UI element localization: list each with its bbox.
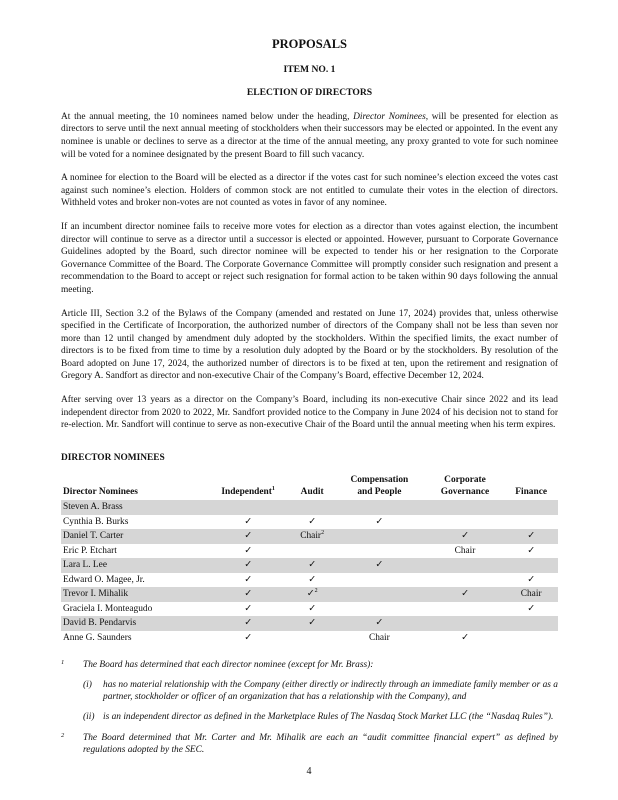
item-heading: ITEM NO. 1 [283,63,336,75]
table-cell [333,602,426,617]
table-row [61,544,558,559]
table-cell [504,500,558,515]
check-icon: ✓ [244,618,253,629]
column-header [333,474,426,500]
check-icon-cell [291,587,333,602]
header-line: Audit [300,487,324,498]
check-icon: ✓ [308,516,317,527]
page-number: 4 [306,766,312,777]
footnote-1 [61,659,558,671]
check-icon: ✓ [244,574,253,585]
check-icon-cell [291,515,333,530]
check-icon-cell [205,573,291,588]
table-cell [504,587,558,602]
check-icon: ✓ [461,589,469,600]
table-cell [426,573,505,588]
check-icon-cell [504,602,558,617]
item-text: has no material relationship with the Company (either directly or indirectly through an immediate family member or as a partner, stockholder or officer of an organization that has a relationship with the Company), and [103,680,558,703]
check-icon: ✓ [244,531,253,542]
cell-text: Chair [368,632,390,643]
nominee-name: Eric P. Etchart [63,545,117,556]
check-icon-cell [205,515,291,530]
footnote-1-item-i [61,679,558,703]
check-icon-cell [426,529,505,544]
table-cell [333,529,426,544]
nominee-name: Cynthia B. Burks [63,516,129,527]
column-header [426,474,505,500]
table-cell [291,500,333,515]
item-text: is an independent director as defined in the Marketplace Rules of The Nasdaq Stock Market LLC (the “Nasdaq Rules”). [103,712,554,723]
table-row [61,515,558,530]
table-cell [426,515,505,530]
nominee-name: Trevor I. Mihalik [61,587,205,602]
check-icon-cell [504,529,558,544]
item-marker: (ii) [83,712,95,723]
table-cell [291,631,333,646]
table-cell [205,500,291,515]
table-row [61,602,558,617]
nominee-name: Anne G. Saunders [63,632,132,643]
check-icon-cell [205,587,291,602]
footnote-text: The Board has determined that each director nominee (except for Mr. Brass): [83,660,374,671]
check-icon-cell [205,631,291,646]
document-page [61,38,558,756]
check-icon: ✓ [244,589,253,600]
table-cell [504,616,558,631]
check-icon: ✓ [527,545,536,556]
table-cell [426,558,505,573]
check-icon: ✓ [308,603,317,614]
header-line: Director Nominees [63,487,138,498]
footnote-ref: 2 [321,530,325,537]
table-cell [333,587,426,602]
table-cell [426,500,505,515]
check-icon-cell [333,515,426,530]
check-icon: ✓ [244,603,253,614]
footnote-marker: 1 [61,659,65,667]
nominee-name: Steven A. Brass [61,500,205,515]
check-icon: ✓ [527,603,536,614]
cell-text: Chair [454,545,476,556]
table-row [61,573,558,588]
check-icon-cell [426,587,505,602]
header-line: Finance [515,487,548,498]
footnote-ref: 1 [271,486,275,493]
table-row [61,631,558,646]
emphasis: Director Nominees [353,111,426,122]
table-cell [333,544,426,559]
check-icon-cell [205,544,291,559]
column-header [61,474,205,500]
check-icon-cell [205,616,291,631]
header-line: Compensation [350,475,409,486]
text: , will be presented for election as directors to serve until the next annual meeting of stockholders when their successors may be elected or appointed. In the event any nominee is unable or declines to serve as a director at the time of the annual meeting, any proxy granted to vote for such nominee will be voted for a nominee designated by the present Board to fill such vacancy. [61,111,558,160]
table-cell [291,529,333,544]
cell-text: Chair [520,589,542,600]
page-title: PROPOSALS [271,37,347,51]
check-icon: ✓ [461,632,469,643]
check-icon: ✓ [375,618,384,629]
check-icon: ✓ [308,618,317,629]
paragraph-5: After serving over 13 years as a director on the Company’s Board, including its non-executive Chair since 2022 and its lead independent director from 2020 to 2022, Mr. Sandfort provided notice to the Company in June 2024 of his decision not to stand for re-election. Mr. Sandfort will continue to serve as non-executive Chair of the Board until the annual meeting when his term expires. [61,395,558,431]
footnote-text: The Board determined that Mr. Carter and Mr. Mihalik are each an “audit committee financial expert” as defined by regulations adopted by the SEC. [83,733,558,756]
table-cell [426,544,505,559]
table-row [61,500,558,515]
director-nominees-table [61,474,558,645]
column-header [291,474,333,500]
check-icon-cell [205,529,291,544]
paragraph-4: Article III, Section 3.2 of the Bylaws of the Company (amended and restated on June 17, 2024) provides that, unless otherwise specified in the Certificate of Incorporation, the authorized number of directors of the Company shall not be less than seven nor more than 12 until changed by amendment duly adopted by the stockholders. Within the specified limits, the exact number of directors is to be fixed from time to time by a resolution duly adopted by the Board or by the stockholders. By resolution of the Board adopted on June 17, 2024, the authorized number of directors is to be fixed at ten, upon the retirement and resignation of Gregory A. Sandfort as director and non-executive Chair of the Company’s Board, effective December 12, 2024. [61,308,558,382]
header-line: Corporate [444,475,486,486]
footnote-marker: 2 [61,732,65,740]
paragraph-3: If an incumbent director nominee fails to receive more votes for election as a director than votes against election, the incumbent director will continue to serve as a director until a successor is elected or appointed. However, pursuant to Corporate Governance Guidelines adopted by the Board, such director nominee will be expected to tender his or her resignation to the Corporate Governance Committee of the Board. The Corporate Governance Committee will promptly consider such resignation and present a recommendation to the Board to accept or reject such resignation for formal action to be taken within 90 days following the annual meeting. [61,221,558,295]
check-icon-cell [333,616,426,631]
check-icon: ✓ [461,531,469,542]
check-icon: ✓ [375,560,384,571]
paragraph-2: A nominee for election to the Board will be elected as a director if the votes cast for such nominee’s election exceed the votes cast against such nominee’s election. Holders of common stock are not entitled to cumulate their votes in the election of directors. Withheld votes and broker non-votes are not counted as votes in favor of any nominee. [61,173,558,209]
footnote-2 [61,732,558,756]
check-icon: ✓ [527,574,536,585]
nominee-name: Lara L. Lee [61,558,205,573]
column-header [205,474,291,500]
check-icon-cell [291,573,333,588]
table-row [61,529,558,544]
director-nominees-heading: DIRECTOR NOMINEES [61,452,165,463]
table-body [61,500,558,645]
check-icon-cell [291,558,333,573]
table-cell [504,515,558,530]
table-row [61,616,558,631]
check-icon: ✓ [308,574,317,585]
check-icon: ✓ [244,560,253,571]
table-cell [291,544,333,559]
table-row [61,558,558,573]
check-icon-cell [504,544,558,559]
paragraph-1 [61,111,558,161]
check-icon-cell [291,602,333,617]
footnote-1-item-ii [61,711,558,723]
table-row [61,587,558,602]
check-icon-cell [205,602,291,617]
check-icon: ✓ [375,516,384,527]
check-icon: ✓ [308,560,317,571]
check-icon: ✓ [244,516,253,527]
table-cell [333,500,426,515]
header-line: Independent [221,487,272,498]
check-icon-cell [333,558,426,573]
table-cell [426,616,505,631]
section-title: ELECTION OF DIRECTORS [246,87,373,99]
column-header [504,474,558,500]
table-cell [333,631,426,646]
check-icon: ✓ [244,632,253,643]
nominee-name: Daniel T. Carter [61,529,205,544]
check-icon-cell [426,631,505,646]
nominee-name: Graciela I. Monteagudo [63,603,153,614]
table-header-row [61,474,558,500]
nominee-name: David B. Pendarvis [61,616,205,631]
table-cell [504,631,558,646]
check-icon: ✓ [306,589,315,600]
footnote-ref: 2 [314,588,318,595]
check-icon-cell [291,616,333,631]
header-line: and People [357,487,402,498]
table-cell [504,558,558,573]
text: At the annual meeting, the 10 nominees named below under the heading, [61,111,354,122]
table-cell [333,573,426,588]
cell-text: Chair [300,531,322,542]
table-cell [426,602,505,617]
check-icon-cell [504,573,558,588]
check-icon: ✓ [244,545,253,556]
item-marker: (i) [83,680,92,691]
check-icon: ✓ [527,531,536,542]
nominee-name: Edward O. Magee, Jr. [63,574,145,585]
check-icon-cell [205,558,291,573]
header-line: Governance [440,487,490,498]
